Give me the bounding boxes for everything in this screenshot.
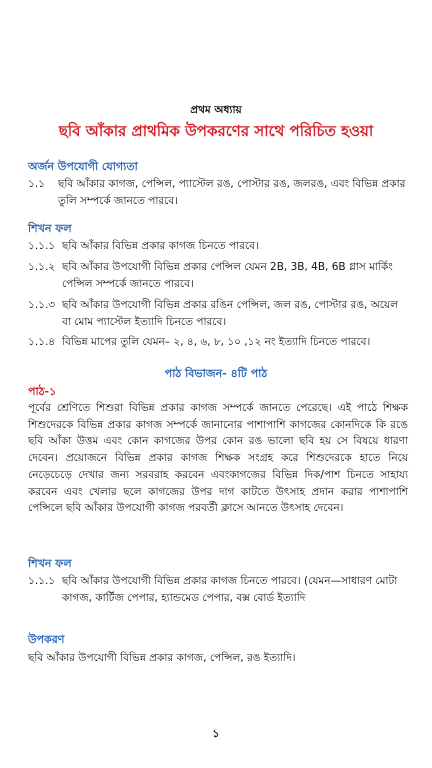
- item-number: ১.১.১: [28, 240, 56, 252]
- item-text: ছবি আঁকার কাগজ, পেন্সিল, প্যাস্টেল রঙ, পোস্টার রঙ, জলরঙ, এবং বিভিন্ন প্রকার তুলি সম্পর্কে জানতে পারবে।: [58, 178, 406, 207]
- item-text: ছবি আঁকার উপযোগী বিভিন্ন প্রকার কাগজ চিনতে পারবে। (যেমন—সাধারণ মোটা কাগজ, কার্টিজ পেপার, হ্যান্ডমেড পেপার, বক্স বোর্ড ইত্যাদি: [62, 575, 398, 604]
- item-text: ছবি আঁকার উপযোগী বিভিন্ন প্রকার রঙিন পেন্সিল, জল রঙ, পোস্টার রঙ, অয়েল বা মোম প্যাস্টেল ইত্যাদি চিনতে পারবে।: [62, 299, 399, 328]
- item-number: ১.১.১: [28, 575, 56, 587]
- materials-text: ছবি আঁকার উপযোগী বিভিন্ন প্রকার কাগজ, পেন্সিল, রঙ ইত্যাদি।: [28, 652, 296, 664]
- page-number: ১: [212, 727, 220, 740]
- item-number: ১.১.৩: [28, 299, 56, 311]
- outcome-item: [28, 334, 410, 351]
- outcome-item: [28, 573, 410, 607]
- item-number: ১.১: [28, 178, 45, 190]
- outcomes-heading: শিখন ফল: [28, 222, 72, 235]
- competency-heading: অর্জন উপযোগী যোগ্যতা: [28, 160, 138, 173]
- chapter-label: প্রথম অধ্যায়: [190, 104, 242, 116]
- item-text: ছবি আঁকার উপযোগী বিভিন্ন প্রকার পেন্সিল যেমন 2B, 3B, 4B, 6B গ্লাস মার্কিং পেন্সিল সম্পর্কে জানতে পারবে।: [62, 261, 393, 290]
- outcome-item: [28, 297, 410, 331]
- item-number: ১.১.২: [28, 261, 56, 273]
- competency-item: [28, 176, 410, 210]
- chapter-title: ছবি আঁকার প্রাথমিক উপকরণের সাথে পরিচিত হওয়া: [58, 122, 374, 140]
- outcome-item: [28, 259, 410, 293]
- outcomes2-heading: শিখন ফল: [28, 557, 72, 570]
- materials-heading: উপকরণ: [28, 633, 65, 646]
- lesson-heading: পাঠ-১: [28, 385, 57, 398]
- item-number: ১.১.৪: [28, 336, 56, 348]
- item-text: ছবি আঁকার বিভিন্ন প্রকার কাগজ চিনতে পারবে।: [62, 240, 259, 252]
- lesson-division-heading: পাঠ বিভাজন- ৪টি পাঠ: [164, 367, 268, 380]
- outcome-item: [28, 238, 410, 255]
- item-text: বিভিন্ন মাপের তুলি যেমন– ২, ৪, ৬, ৮, ১০ ,১২ নং ইত্যাদি চিনতে পারবে।: [62, 336, 371, 348]
- lesson-paragraph: পূর্বের শ্রেণিতে শিশুরা বিভিন্ন প্রকার কাগজ সম্পর্কে জানতে পেরেছে। এই পাঠে শিক্ষক শিশুদেরকে বিভিন্ন প্রকার কাগজ সম্পর্কে জানানোর পাশাপাশি কাগজের কোনদিকে কি রঙে ছবি আঁকা উত্তম এবং কোন কাগজের উপর কোন রঙ ভালো ছবি হয় সে বিষয়ে ধারণা দেবেন। প্রয়োজনে বিভিন্ন প্রকার কাগজ শিক্ষক সংগ্রহ করে শিশুদেরকে হাতে নিয়ে নেড়েচেড়ে দেখার জন্য সরবরাহ করবেন এবংকাগজের বিভিন্ন দিক/পাশ চিনতে সাহায্য করবেন এবং খেলার ছলে কাগজের উপর দাগ কাটতে উৎসাহ প্রদান করার পাশাপাশি পেন্সিলে ছবি আঁকার উপযোগী কাগজ পরবর্তী ক্লাসে আনতে উৎসাহ দেবেন।: [28, 402, 408, 515]
